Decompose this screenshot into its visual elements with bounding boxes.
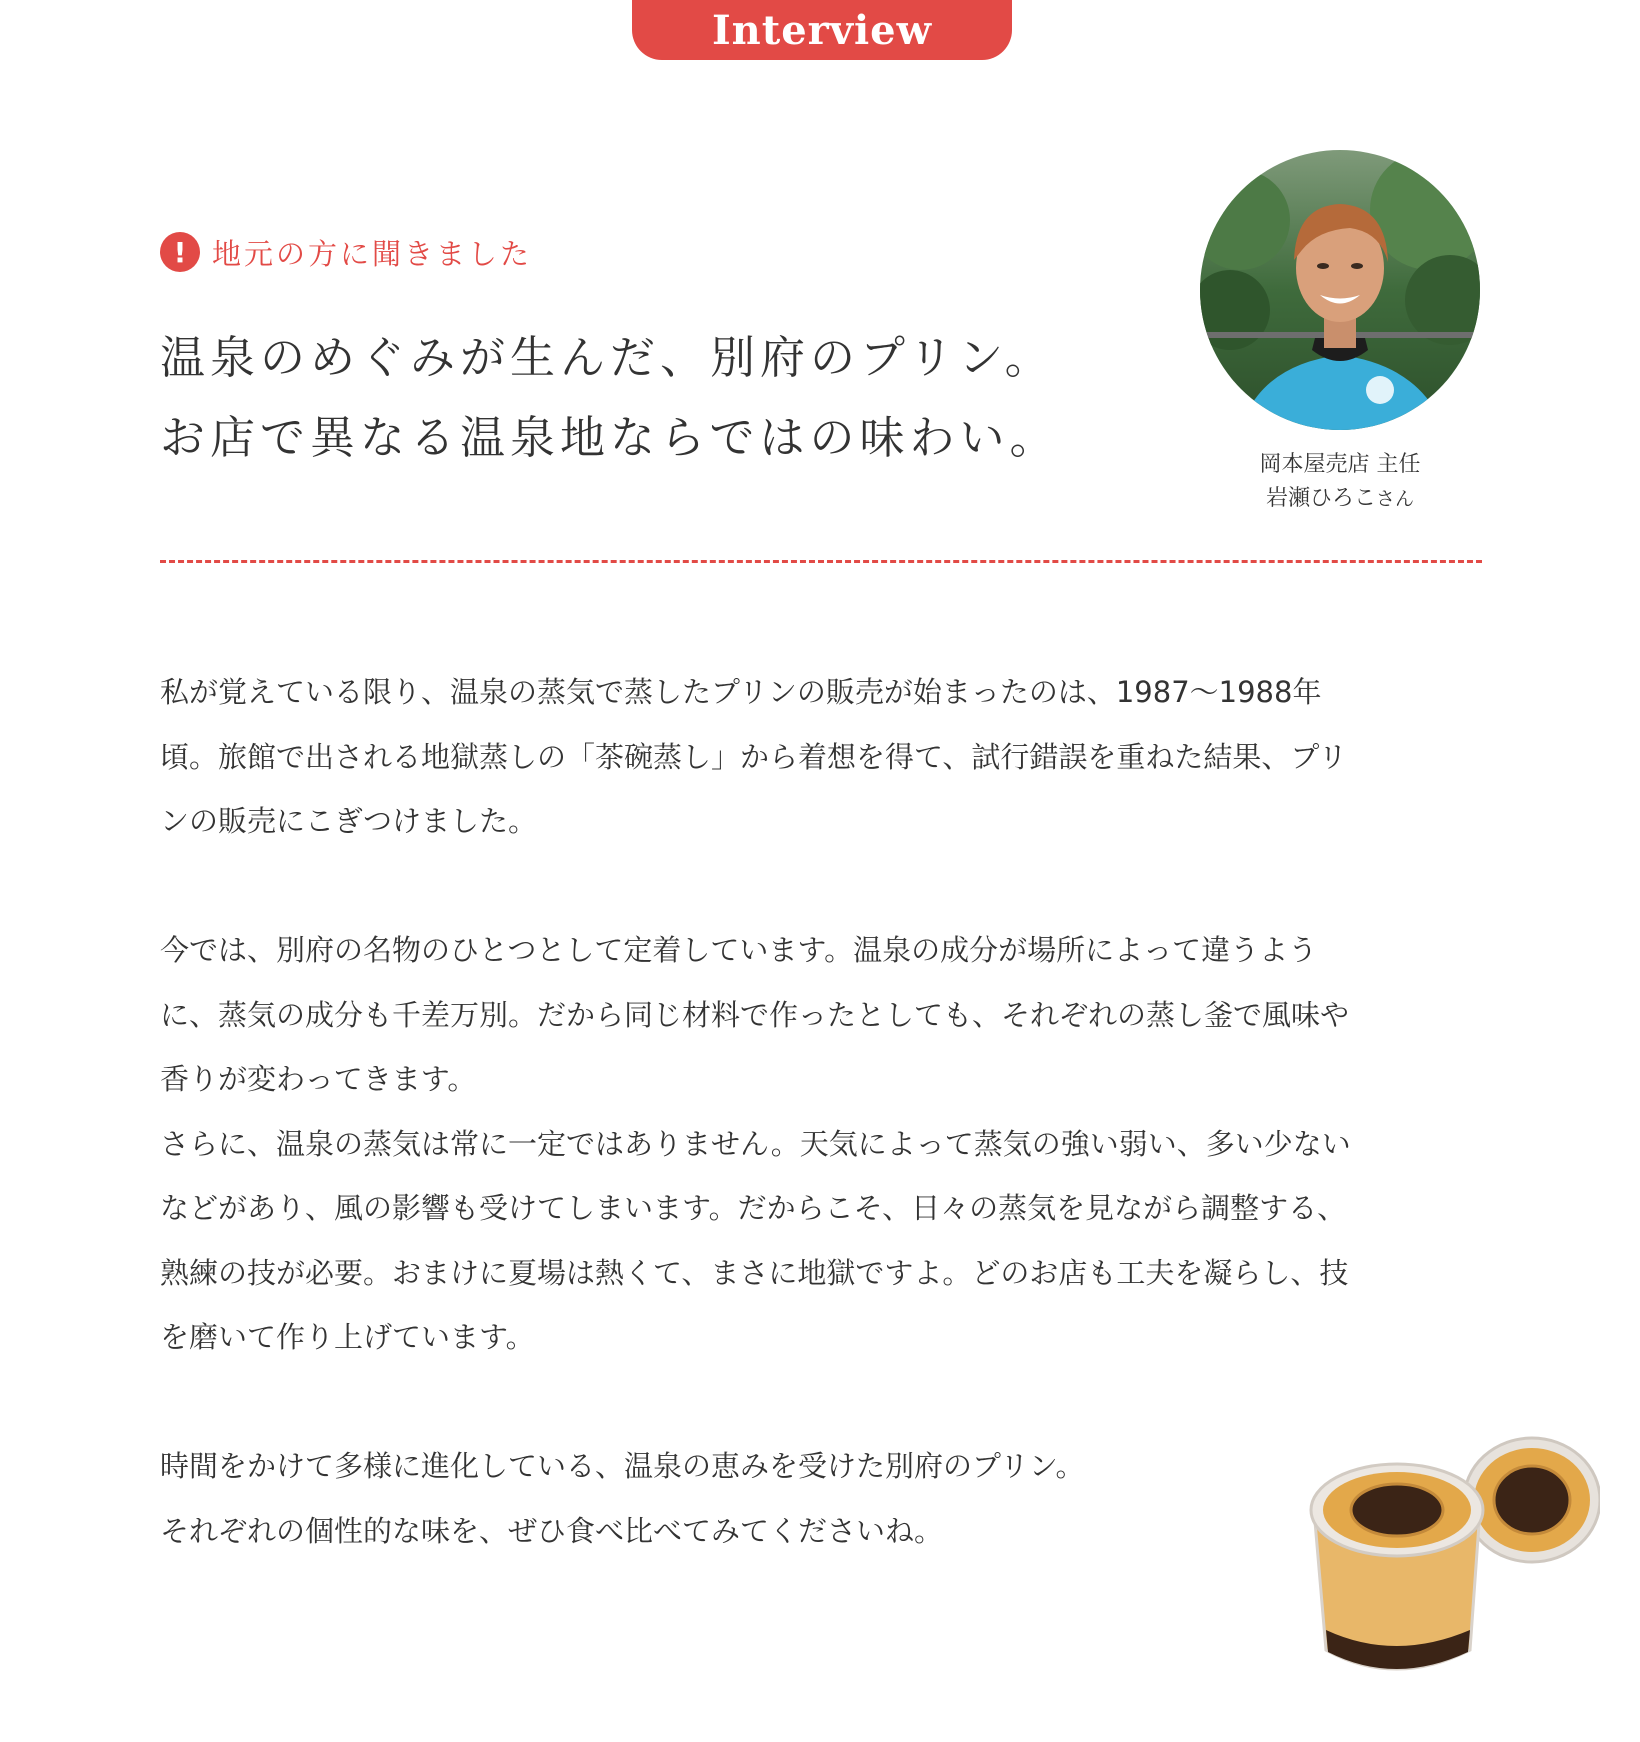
interviewee-honorific: さん: [1376, 488, 1415, 510]
pudding-illustration: [1300, 1430, 1600, 1690]
body-line: などがあり、風の影響も受けてしまいます。だからこそ、日々の蒸気を見ながら調整する、: [160, 1191, 1347, 1225]
body-line: 香りが変わってきます。: [160, 1062, 477, 1096]
interviewee-role: 岡本屋売店 主任: [1259, 452, 1421, 477]
portrait-photo: [1200, 150, 1480, 430]
interviewee-caption: [1200, 448, 1480, 516]
kicker-text: 地元の方に聞きました: [212, 236, 533, 271]
exclamation-icon: !: [160, 232, 200, 272]
body-line: を磨いて作り上げています。: [160, 1320, 535, 1354]
body-line: ンの販売にこぎつけました。: [160, 804, 538, 838]
badge-label: Interview: [711, 6, 933, 54]
interviewee-portrait: [1200, 150, 1480, 430]
body-line: 熟練の技が必要。おまけに夏場は熱くて、まさに地獄ですよ。どのお店も工夫を凝らし、技: [160, 1255, 1349, 1290]
body-line: それぞれの個性的な味を、ぜひ食べ比べてみてくださいね。: [160, 1513, 944, 1548]
interviewee-name: 岩瀬ひろこ: [1265, 486, 1376, 511]
body-line: 時間をかけて多様に進化している、温泉の恵みを受けた別府のプリン。: [160, 1449, 1085, 1483]
body-line: 私が覚えている限り、温泉の蒸気で蒸したプリンの販売が始まったのは、1987〜1988年: [160, 675, 1322, 709]
paragraph-gap: [160, 854, 1490, 919]
paragraph-gap: [160, 1370, 1490, 1435]
page-title: [160, 318, 1140, 478]
interview-body: [160, 660, 1490, 1563]
headline-line-2: お店で異なる温泉地ならではの味わい。: [160, 411, 1060, 464]
pudding-cups-illustration: [1300, 1430, 1600, 1690]
headline-line-1: 温泉のめぐみが生んだ、別府のプリン。: [160, 331, 1055, 384]
dashed-divider: [160, 560, 1482, 563]
body-line: 今では、別府の名物のひとつとして定着しています。温泉の成分が場所によって違うよう: [160, 933, 1318, 967]
body-line: に、蒸気の成分も千差万別。だから同じ材料で作ったとしても、それぞれの蒸し釜で風味や: [160, 997, 1350, 1032]
interviewee-name-line: [1200, 482, 1480, 516]
kicker: [160, 232, 532, 272]
body-line: さらに、温泉の蒸気は常に一定ではありません。天気によって蒸気の強い弱い、多い少ない: [160, 1126, 1351, 1161]
body-line: 頃。旅館で出される地獄蒸しの「茶碗蒸し」から着想を得て、試行錯誤を重ねた結果、プリ: [160, 739, 1348, 774]
interview-badge: [632, 0, 1012, 60]
